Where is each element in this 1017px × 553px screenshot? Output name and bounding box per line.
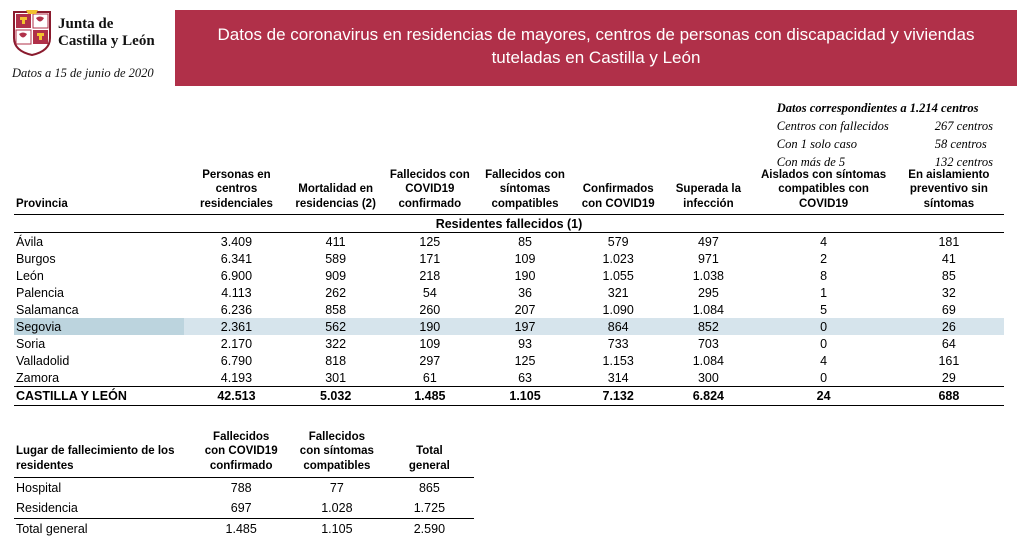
- cell-superada: 1.084: [692, 302, 724, 317]
- centros-summary-table: [777, 117, 993, 171]
- cell-lugar: Total general: [14, 519, 193, 540]
- cell-superada: 703: [697, 336, 719, 351]
- cell-fallecidos-compatibles: 197: [477, 318, 573, 335]
- brand-line-1: Junta de: [58, 15, 114, 32]
- col-header-fallecidos-compatibles: Fallecidos con síntomas compatibles: [477, 168, 573, 215]
- cell-preventivo: 64: [941, 336, 956, 351]
- cell-total: 865: [418, 481, 440, 496]
- centros-summary-value: 58 centros: [934, 137, 987, 152]
- table-header-row: [14, 168, 1004, 215]
- cell-provincia: CASTILLA Y LEÓN: [14, 387, 184, 406]
- col-header-personas: Personas en centros residenciales: [184, 168, 288, 215]
- table-row: [14, 352, 1004, 369]
- cell-preventivo: 181: [938, 234, 960, 249]
- cell-total: 1.725: [413, 501, 446, 516]
- col-header-fallecidos-confirmado: Fallecidos con COVID19 confirmado: [193, 430, 289, 478]
- cell-fallecidos-compatibles: 207: [514, 302, 536, 317]
- cell-confirmado: 697: [230, 501, 252, 516]
- cell-fallecidos-compatibles: 190: [514, 268, 536, 283]
- cell-aislados: 24: [753, 387, 893, 406]
- page-title: Datos de coronavirus en residencias de mayores, centros de personas con discapacidad y viviendas tuteladas en Castilla y León: [175, 10, 1017, 86]
- centros-summary: [777, 99, 993, 172]
- cell-provincia: Palencia: [16, 285, 64, 300]
- cell-personas: 6.236: [220, 302, 253, 317]
- cell-fallecidos-compatibles: 63: [518, 370, 532, 385]
- col-header-provincia: Provincia: [14, 168, 184, 215]
- cell-aislados: 1: [820, 285, 828, 300]
- cell-fallecidos-compatibles: 1.105: [477, 387, 573, 406]
- table-row-selected: [14, 318, 1004, 335]
- cell-fallecidos-confirmado: 190: [383, 318, 477, 335]
- centros-summary-title: Datos correspondientes a 1.214 centros: [776, 101, 979, 115]
- col-header-fallecidos-compatibles: Fallecidos con síntomas compatibles: [289, 430, 385, 478]
- cell-mortalidad: 262: [325, 285, 347, 300]
- cell-superada: 300: [697, 370, 719, 385]
- cell-personas: 2.361: [184, 318, 288, 335]
- cell-preventivo: 85: [941, 268, 956, 283]
- secondary-header-row: [14, 430, 474, 478]
- cell-provincia: Burgos: [16, 251, 56, 266]
- col-header-preventivo: En aislamiento preventivo sin síntomas: [894, 168, 1004, 215]
- cell-fallecidos-confirmado: 109: [419, 336, 441, 351]
- table-row: [14, 301, 1004, 318]
- table-row: [14, 233, 1004, 251]
- cell-aislados: 8: [820, 268, 828, 283]
- cell-provincia: Valladolid: [16, 353, 70, 368]
- brand-line-2: Castilla y León: [58, 33, 155, 49]
- cell-personas: 6.790: [220, 353, 253, 368]
- cell-confirmados: 7.132: [573, 387, 663, 406]
- provinces-table: [14, 168, 1004, 406]
- cell-preventivo: 29: [941, 370, 956, 385]
- cell-personas: 3.409: [220, 234, 253, 249]
- col-header-fallecidos-confirmado: Fallecidos con COVID19 confirmado: [383, 168, 477, 215]
- cell-aislados: 4: [820, 234, 828, 249]
- cell-fallecidos-compatibles: 93: [518, 336, 532, 351]
- cell-aislados: 0: [820, 370, 828, 385]
- col-header-mortalidad: Mortalidad en residencias (2): [289, 168, 383, 215]
- centros-summary-label: Con más de 5: [776, 155, 846, 170]
- cell-lugar: Hospital: [16, 481, 62, 496]
- centros-summary-value: 132 centros: [934, 155, 993, 170]
- cell-preventivo: 688: [894, 387, 1004, 406]
- cell-mortalidad: 858: [325, 302, 347, 317]
- cell-superada: 1.038: [692, 268, 724, 283]
- centros-summary-row: [777, 135, 993, 153]
- cell-fallecidos-confirmado: 260: [419, 302, 441, 317]
- table-band-row: [14, 215, 1004, 233]
- cell-confirmados: 1.055: [602, 268, 634, 283]
- cell-fallecidos-confirmado: 218: [419, 268, 441, 283]
- cell-compatibles: 1.105: [289, 519, 385, 540]
- cell-aislados: 4: [820, 353, 828, 368]
- cell-provincia: Ávila: [16, 234, 44, 249]
- cell-provincia: Segovia: [14, 318, 184, 335]
- cell-personas: 4.193: [220, 370, 253, 385]
- table-row: [14, 369, 1004, 387]
- cell-fallecidos-confirmado: 1.485: [383, 387, 477, 406]
- cell-personas: 6.900: [220, 268, 253, 283]
- cell-provincia: Salamanca: [16, 302, 79, 317]
- cell-mortalidad: 562: [289, 318, 383, 335]
- cell-provincia: León: [16, 268, 44, 283]
- cell-confirmados: 321: [607, 285, 629, 300]
- cell-confirmados: 1.023: [602, 251, 634, 266]
- cell-mortalidad: 411: [325, 234, 346, 249]
- cell-confirmados: 579: [607, 234, 629, 249]
- cell-superada: 852: [663, 318, 753, 335]
- centros-summary-label: Con 1 solo caso: [776, 137, 857, 152]
- cell-superada: 1.084: [692, 353, 724, 368]
- cell-aislados: 2: [820, 251, 828, 266]
- cell-provincia: Soria: [16, 336, 46, 351]
- cell-confirmados: 314: [607, 370, 629, 385]
- cell-confirmados: 1.090: [602, 302, 634, 317]
- table-row: [14, 250, 1004, 267]
- cell-total: 2.590: [385, 519, 474, 540]
- table-row: [14, 478, 474, 499]
- centros-summary-row: [777, 117, 993, 135]
- band-label: Residentes fallecidos (1): [14, 215, 1004, 233]
- centros-summary-value: 267 centros: [934, 119, 993, 134]
- cell-superada: 497: [697, 234, 719, 249]
- cell-compatibles: 1.028: [321, 501, 353, 516]
- col-header-lugar: Lugar de fallecimiento de los residentes: [14, 430, 193, 478]
- cell-compatibles: 77: [329, 481, 344, 496]
- cell-personas: 4.113: [221, 285, 252, 300]
- cell-fallecidos-confirmado: 171: [419, 251, 441, 266]
- cell-preventivo: 41: [941, 251, 956, 266]
- cell-fallecidos-compatibles: 125: [514, 353, 536, 368]
- table-row: [14, 284, 1004, 301]
- cell-aislados: 0: [820, 336, 828, 351]
- cell-mortalidad: 909: [325, 268, 347, 283]
- date-note: Datos a 15 de junio de 2020: [12, 66, 154, 80]
- cell-confirmados: 1.153: [602, 353, 634, 368]
- table-row: [14, 498, 474, 519]
- cell-mortalidad: 818: [325, 353, 347, 368]
- cell-mortalidad: 589: [325, 251, 347, 266]
- col-header-superada: Superada la infección: [663, 168, 753, 215]
- col-header-confirmados: Confirmados con COVID19: [573, 168, 663, 215]
- coat-of-arms-icon: [12, 10, 52, 56]
- cell-fallecidos-confirmado: 125: [419, 234, 441, 249]
- secondary-total-row: [14, 519, 474, 540]
- cell-fallecidos-compatibles: 109: [514, 251, 536, 266]
- cell-preventivo: 26: [894, 318, 1004, 335]
- centros-summary-label: Centros con fallecidos: [776, 119, 889, 134]
- cell-aislados: 0: [753, 318, 893, 335]
- cell-lugar: Residencia: [16, 501, 78, 516]
- cell-fallecidos-confirmado: 297: [419, 353, 441, 368]
- cell-fallecidos-compatibles: 85: [518, 234, 532, 249]
- cell-preventivo: 69: [941, 302, 956, 317]
- cell-superada: 6.824: [663, 387, 753, 406]
- main-table-container: [14, 168, 1004, 406]
- cell-provincia: Zamora: [16, 370, 60, 385]
- table-row: [14, 335, 1004, 352]
- cell-fallecidos-confirmado: 61: [422, 370, 437, 385]
- cell-personas: 42.513: [184, 387, 288, 406]
- brand-block: [0, 10, 175, 81]
- place-of-death-table: [14, 430, 474, 539]
- secondary-table-container: [14, 430, 474, 539]
- cell-mortalidad: 5.032: [289, 387, 383, 406]
- cell-preventivo: 32: [941, 285, 956, 300]
- cell-confirmados: 864: [573, 318, 663, 335]
- cell-personas: 6.341: [220, 251, 253, 266]
- table-row: [14, 267, 1004, 284]
- cell-confirmado: 1.485: [193, 519, 289, 540]
- table-total-row: [14, 387, 1004, 406]
- cell-aislados: 5: [820, 302, 828, 317]
- col-header-aislados: Aislados con síntomas compatibles con COVID19: [753, 168, 893, 215]
- cell-mortalidad: 322: [325, 336, 347, 351]
- cell-personas: 2.170: [220, 336, 253, 351]
- logo: [12, 10, 175, 56]
- page-header: [0, 0, 1017, 86]
- cell-superada: 971: [697, 251, 719, 266]
- brand-name: [58, 16, 155, 51]
- cell-fallecidos-compatibles: 36: [518, 285, 532, 300]
- cell-superada: 295: [697, 285, 719, 300]
- col-header-total-general: Total general: [385, 430, 474, 478]
- cell-confirmados: 733: [607, 336, 629, 351]
- cell-fallecidos-confirmado: 54: [422, 285, 437, 300]
- cell-confirmado: 788: [230, 481, 252, 496]
- cell-preventivo: 161: [938, 353, 960, 368]
- cell-mortalidad: 301: [325, 370, 347, 385]
